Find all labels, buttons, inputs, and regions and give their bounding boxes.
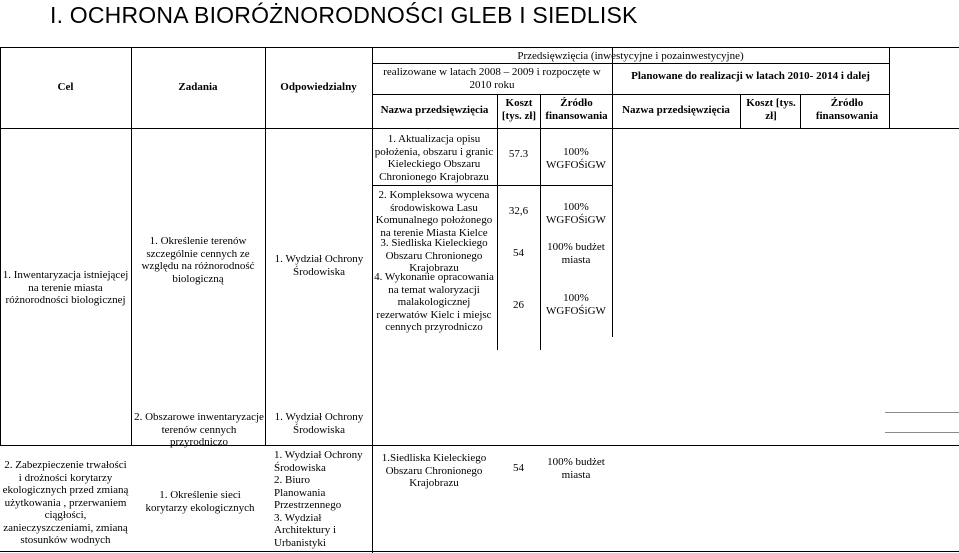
rule-subheader [372,94,890,95]
section1-zadanie-2: 2. Obszarowe inwentaryzacje terenów cennych przyrodniczo [134,411,264,448]
rule-right [889,47,890,128]
row2-koszt: 32,6 [508,205,529,217]
header-przedsiewziecia: Przedsięwzięcia (inwestycyjne i pozainwestycyjne) [517,50,744,62]
header-nazwa-2: Nazwa przedsięwzięcia [622,104,730,116]
rule-col-koszt2 [740,94,741,128]
row2-nazwa: 2. Kompleksowa wycena środowiskowa Lasu Komunalnego położonego na terenie Miasta Kielce [375,189,493,239]
header-koszt-2: Koszt [tys. zł] [746,97,796,122]
section2-koszt: 54 [513,462,524,474]
header-zrodlo-2: Źródło finansowania [815,97,879,122]
rule-col-planowane [612,47,613,337]
row1-nazwa: 1. Aktualizacja opisu położenia, obszaru i granic Kieleckiego Obszaru Chronionego Krajobrazu [374,133,494,183]
header-zrodlo-1: Źródło finansowania [545,97,608,122]
rule-header-bottom [0,128,959,129]
section2-zrodlo: 100% budżet miasta [547,456,605,481]
page-title: I. OCHRONA BIORÓŻNORODNOŚCI GLEB I SIEDLISK [50,2,638,28]
header-odpowiedzialny: Odpowiedzialny [280,81,357,93]
row3-zrodlo: 100% budżet miasta [547,241,605,266]
header-zadania: Zadania [178,81,218,93]
header-planowane: Planowane do realizacji w latach 2010- 2014 i dalej [631,70,870,82]
row4-koszt: 26 [513,299,524,311]
section2-zadanie: 1. Określenie sieci korytarzy ekologicznych [145,489,255,514]
row4-nazwa: 4. Wykonanie opracowania na temat waloryzacji malakologicznej rezerwatów Kielc i miejsc cennych przyrodniczo [374,271,494,333]
rule-col-przedsiewziecia [372,47,373,553]
rule-fragment [885,432,959,433]
row1-koszt: 57.3 [508,148,529,160]
section1-cel: 1. Inwentaryzacja istniejącej na terenie miasta różnorodności biologicznej [2,269,129,306]
rule-col-koszt1 [497,94,498,350]
section2-odpowiedzialny: 1. Wydział Ochrony Środowiska 2. Biuro Planowania Przestrzennego 3. Wydział Architektury i Urbanistyki [274,449,363,549]
rule-top [0,47,959,48]
row3-nazwa: 3. Siedliska Kieleckiego Obszaru Chronionego Krajobrazu [380,237,488,274]
row3-koszt: 54 [513,247,524,259]
section1-odpowiedzialny: 1. Wydział Ochrony Środowiska [274,253,364,278]
rule-col-zadania [131,47,132,445]
row4-zrodlo: 100% WGFOŚiGW [546,292,606,317]
rule-fragment [885,412,959,413]
section1-odpowiedzialny-2: 1. Wydział Ochrony Środowiska [274,411,364,436]
row2-zrodlo: 100% WGFOŚiGW [546,201,606,226]
rule-bottom [0,551,959,552]
rule-col-odpowiedzialny [265,47,266,445]
section2-nazwa: 1.Siedliska Kieleckiego Obszaru Chronionego Krajobrazu [381,452,487,489]
rule-col-zrodlo1 [540,94,541,350]
section2-cel: 2. Zabezpieczenie trwałości i drożności korytarzy ekologicznych przed zmianą użytkowania , przerwaniem ciągłości, zanieczyszczeniami, zmianą stosunków wodnych [2,459,129,546]
header-nazwa-1: Nazwa przedsięwzięcia [380,104,489,116]
header-koszt-1: Koszt [tys. zł] [501,97,537,122]
rule-left [0,47,1,445]
header-realizowane: realizowane w latach 2008 – 2009 i rozpoczęte w 2010 roku [383,66,601,91]
row1-zrodlo: 100% WGFOŚiGW [546,146,606,171]
header-cel: Cel [57,81,74,93]
section1-zadanie: 1. Określenie terenów szczególnie cennych ze względu na różnorodność biologiczną [141,235,255,285]
rule-col-zrodlo2 [800,94,801,128]
rule-row1 [372,185,612,186]
rule-group-header [372,63,890,64]
